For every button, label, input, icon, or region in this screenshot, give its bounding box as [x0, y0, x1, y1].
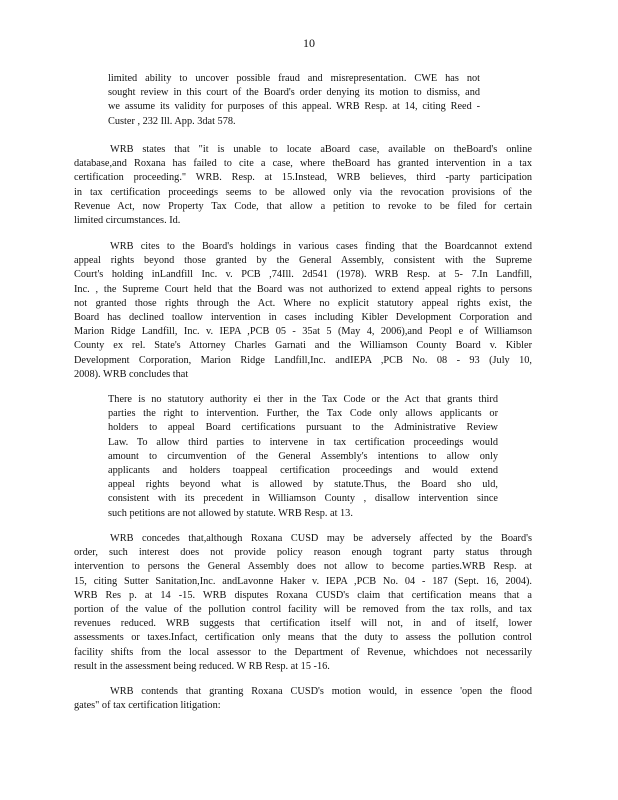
text-line: WRB Res p. at 14 -15. WRB disputes Roxana CUSD's claim that certification means that a	[74, 589, 532, 601]
text-line: such petitions are not allowed by statute. WRB Resp. at 13.	[108, 507, 353, 519]
text-line: result in the assessment being reduced. W RB Resp. at 15 -16.	[74, 660, 330, 672]
text-line: WRB contends that granting Roxana CUSD's motion would, in essence 'open the flood	[110, 686, 532, 697]
text-line: 2008). WRB concludes that	[74, 368, 189, 380]
text-line: facility shifts from the local assessor to the Department of Revenue, whichdoes not necessarily	[74, 646, 532, 658]
text-line: Marion Ridge Landfill, Inc. v. IEPA ,PCB 05 - 35at 5 (May 4, 2006),and Peopl e of Williamson	[74, 326, 532, 338]
paragraph-continuation	[108, 72, 480, 129]
text-line: Custer , 232 Ill. App. 3dat 578.	[108, 115, 236, 127]
text-line: WRB cites to the Board's holdings in various cases finding that the Boardcannot extend	[110, 241, 532, 252]
text-line: in tax certification proceedings seems to be allowed only via the revocation provisions of the	[74, 186, 532, 198]
text-line: intervention to persons the General Assembly does not allow to become parties.WRB Resp. at	[74, 561, 532, 573]
text-line: There is no statutory authority ei ther in the Tax Code or the Act that grants third	[108, 394, 498, 405]
paragraph-board-case	[74, 143, 532, 228]
text-line: Inc. , the Supreme Court held that the Board was not authorized to extend appeal rights to persons	[74, 283, 532, 295]
text-line: database,and Roxana has failed to cite a case, where theBoard has granted intervention in a tax	[74, 158, 532, 170]
text-line: gates" of tax certification litigation:	[74, 700, 221, 712]
paragraph-roxana-interest	[74, 532, 532, 674]
text-line: limited ability to uncover possible fraud and misrepresentation. CWE has not	[108, 73, 480, 84]
text-line: order, such interest does not provide policy reason enough togrant party status through	[74, 547, 532, 559]
text-line: WRB states that "it is unable to locate aBoard case, available on theBoard's online	[110, 144, 532, 155]
text-line: revenues reduced. WRB suggests that certification itself will not, in and of itself, lower	[74, 618, 532, 630]
text-line: holders to appeal Board certifications pursuant to the Administrative Review	[108, 422, 498, 434]
text-line: Court's holding inLandfill Inc. v. PCB ,74Ill. 2d541 (1978). WRB Resp. at 5- 7.In Landfill,	[74, 269, 532, 281]
paragraph-flood-gates	[74, 685, 532, 713]
paragraph-board-holdings	[74, 240, 532, 382]
text-line: parties the right to intervention. Further, the Tax Code only allows applicants or	[108, 408, 498, 420]
text-line: Law. To allow third parties to intervene in tax certification proceedings would	[108, 436, 498, 448]
text-line: consistent with its precedent in Williamson County , disallow intervention since	[108, 493, 498, 505]
text-line: Board has declined toallow intervention in cases including Kibler Development Corporation and	[74, 311, 532, 323]
block-quote	[108, 393, 498, 521]
text-line: appeal rights beyond those granted by the General Assembly, consistent with the Supreme	[74, 255, 532, 267]
text-line: sought review in this court of the Board's order denying its motion to dismiss, and	[108, 87, 480, 99]
text-line: appeal rights beyond what is allowed by statute.Thus, the Board sho uld,	[108, 479, 498, 491]
text-line: 15, citing Sutter Sanitation,Inc. andLavonne Haker v. IEPA ,PCB No. 04 - 187 (Sept. 16, 2004).	[74, 575, 532, 587]
text-line: certification proceeding." WRB. Resp. at 15.Instead, WRB believes, third -party participation	[74, 172, 532, 184]
text-line: Development Corporation, Marion Ridge Landfill,Inc. andIEPA ,PCB No. 08 - 93 (July 10,	[74, 354, 532, 366]
text-line: applicants and holders toappeal certification proceedings and would extend	[108, 464, 498, 476]
text-line: County ex rel. State's Attorney Charles Garnati and the Williamson County Board v. Kibler	[74, 340, 532, 352]
text-line: assessments or taxes.Infact, certification only means that the duty to assess the pollution control	[74, 632, 532, 644]
text-line: Revenue Act, now Property Tax Code, that allow a petition to revoke to be filed for certain	[74, 200, 532, 212]
text-line: WRB concedes that,although Roxana CUSD may be adversely affected by the Board's	[110, 533, 532, 544]
text-line: portion of the value of the pollution control facility will be removed from the tax rolls, and tax	[74, 603, 532, 615]
text-line: not granted those rights through the Act. Where no explicit statutory appeal rights exist, the	[74, 297, 532, 309]
page-number: 10	[303, 36, 315, 50]
text-line: limited circumstances. Id.	[74, 214, 181, 226]
text-line: we assume its validity for purposes of this appeal. WRB Resp. at 14, citing Reed -	[108, 101, 480, 113]
text-line: amount to circumvention of the General Assembly's intentions to allow only	[108, 450, 498, 462]
